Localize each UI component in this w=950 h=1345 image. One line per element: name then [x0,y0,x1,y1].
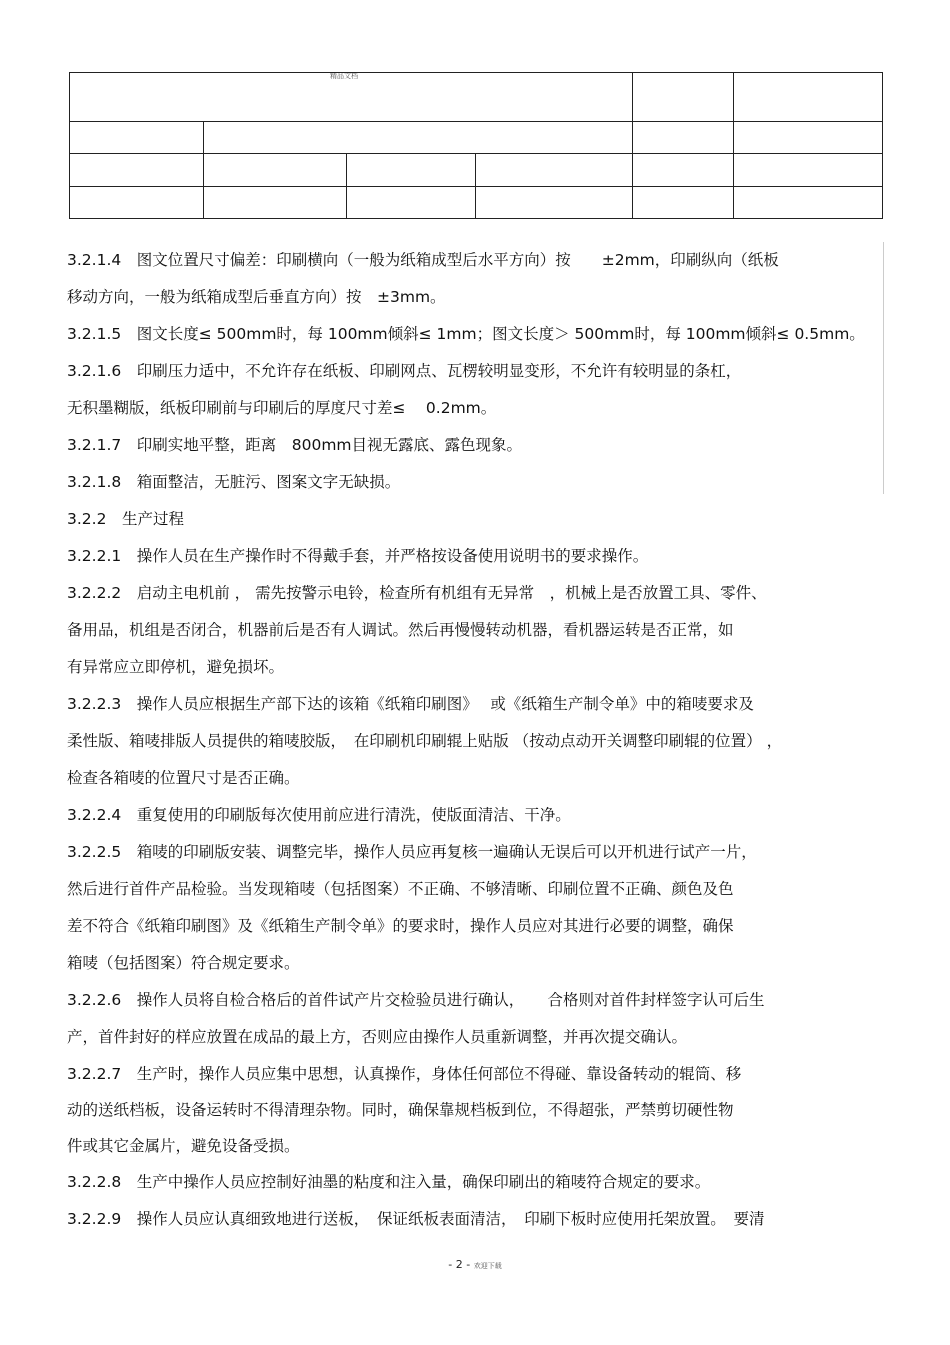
watermark-text: 精品文档 [330,72,358,80]
table-cell [204,122,633,154]
table-cell [70,187,204,219]
table-cell [633,73,734,122]
text-line: 3.2.2.7 生产时，操作人员应集中思想，认真操作，身体任何部位不得碰、靠设备转动的辊筒、移 [67,1065,742,1083]
table-cell [204,187,347,219]
table-cell [70,154,204,187]
table-cell [734,154,883,187]
table-cell [70,122,204,154]
text-line: 无积墨糊版，纸板印刷前与印刷后的厚度尺寸差≤ 0.2mm。 [67,399,497,417]
document-body [67,242,897,1238]
table-cell [347,154,476,187]
table-cell [734,73,883,122]
header-table [69,72,883,219]
text-line: 3.2.1.5 图文长度≤ 500mm时，每 100mm倾斜≤ 1mm；图文长度＞ 500mm时，每 100mm倾斜≤ 0.5mm。 [67,325,865,343]
page-footer [0,1258,950,1271]
text-line: 移动方向，一般为纸箱成型后垂直方向）按 ±3mm。 [67,288,446,306]
table-cell [734,187,883,219]
text-line: 差不符合《纸箱印刷图》及《纸箱生产制令单》的要求时，操作人员应对其进行必要的调整，确保 [67,917,734,935]
table-cell [633,122,734,154]
text-line: 3.2.2.4 重复使用的印刷版每次使用前应进行清洗，使版面清洁、干净。 [67,806,571,824]
table-cell [476,154,633,187]
table-cell [476,187,633,219]
text-line: 3.2.2.1 操作人员在生产操作时不得戴手套，并严格按设备使用说明书的要求操作。 [67,547,649,565]
text-line: 3.2.2.5 箱唛的印刷版安装、调整完毕，操作人员应再复核一遍确认无误后可以开机进行试产一片， [67,843,757,861]
text-line: 3.2.2.8 生产中操作人员应控制好油墨的粘度和注入量，确保印刷出的箱唛符合规定的要求。 [67,1173,711,1191]
table-cell [633,154,734,187]
text-line: 3.2.2.9 操作人员应认真细致地进行送板， 保证纸板表面清洁， 印刷下板时应使用托架放置。 要清 [67,1210,765,1228]
text-line: 产，首件封好的样应放置在成品的最上方，否则应由操作人员重新调整，并再次提交确认。 [67,1028,688,1046]
text-line: 3.2.2.6 操作人员将自检合格后的首件试产片交检验员进行确认， 合格则对首件封样签字认可后生 [67,991,765,1009]
text-line: 3.2.1.6 印刷压力适中，不允许存在纸板、印刷网点、瓦楞较明显变形，不允许有较明显的条杠， [67,362,742,380]
text-line: 备用品，机组是否闭合，机器前后是否有人调试。然后再慢慢转动机器，看机器运转是否正常，如 [67,621,734,639]
table-cell [633,187,734,219]
text-line: 动的送纸档板，设备运转时不得清理杂物。同时，确保靠规档板到位，不得超张，严禁剪切硬性物 [67,1101,734,1119]
text-line: 箱唛（包括图案）符合规定要求。 [67,954,300,972]
footer-note: 欢迎下载 [473,1262,502,1270]
text-line: 3.2.1.8 箱面整洁，无脏污、图案文字无缺损。 [67,473,401,491]
text-line: 3.2.1.4 图文位置尺寸偏差：印刷横向（一般为纸箱成型后水平方向）按 ±2mm，印刷纵向（纸板 [67,251,779,269]
section-heading: 3.2.2 生产过程 [67,510,184,528]
text-line: 件或其它金属片，避免设备受损。 [67,1137,300,1155]
text-line: 柔性版、箱唛排版人员提供的箱唛胶版， 在印刷机印刷辊上贴版 （按动点动开关调整印刷辊的位置） ， [67,732,783,750]
table-cell [734,122,883,154]
text-line: 3.2.1.7 印刷实地平整，距离 800mm目视无露底、露色现象。 [67,436,523,454]
text-line: 3.2.2.2 启动主电机前 ， 需先按警示电铃，检查所有机组有无异常 ，机械上是否放置工具、零件、 [67,584,767,602]
text-line: 检查各箱唛的位置尺寸是否正确。 [67,769,300,787]
text-line: 然后进行首件产品检验。当发现箱唛（包括图案）不正确、不够清晰、印刷位置不正确、颜色及色 [67,880,734,898]
table-cell [70,73,633,122]
text-line: 有异常应立即停机，避免损坏。 [67,658,285,676]
text-line: 3.2.2.3 操作人员应根据生产部下达的该箱《纸箱印刷图》 或《纸箱生产制令单》中的箱唛要求及 [67,695,754,713]
page-number: - 2 - [448,1258,471,1271]
table-cell [204,154,347,187]
table-cell [347,187,476,219]
